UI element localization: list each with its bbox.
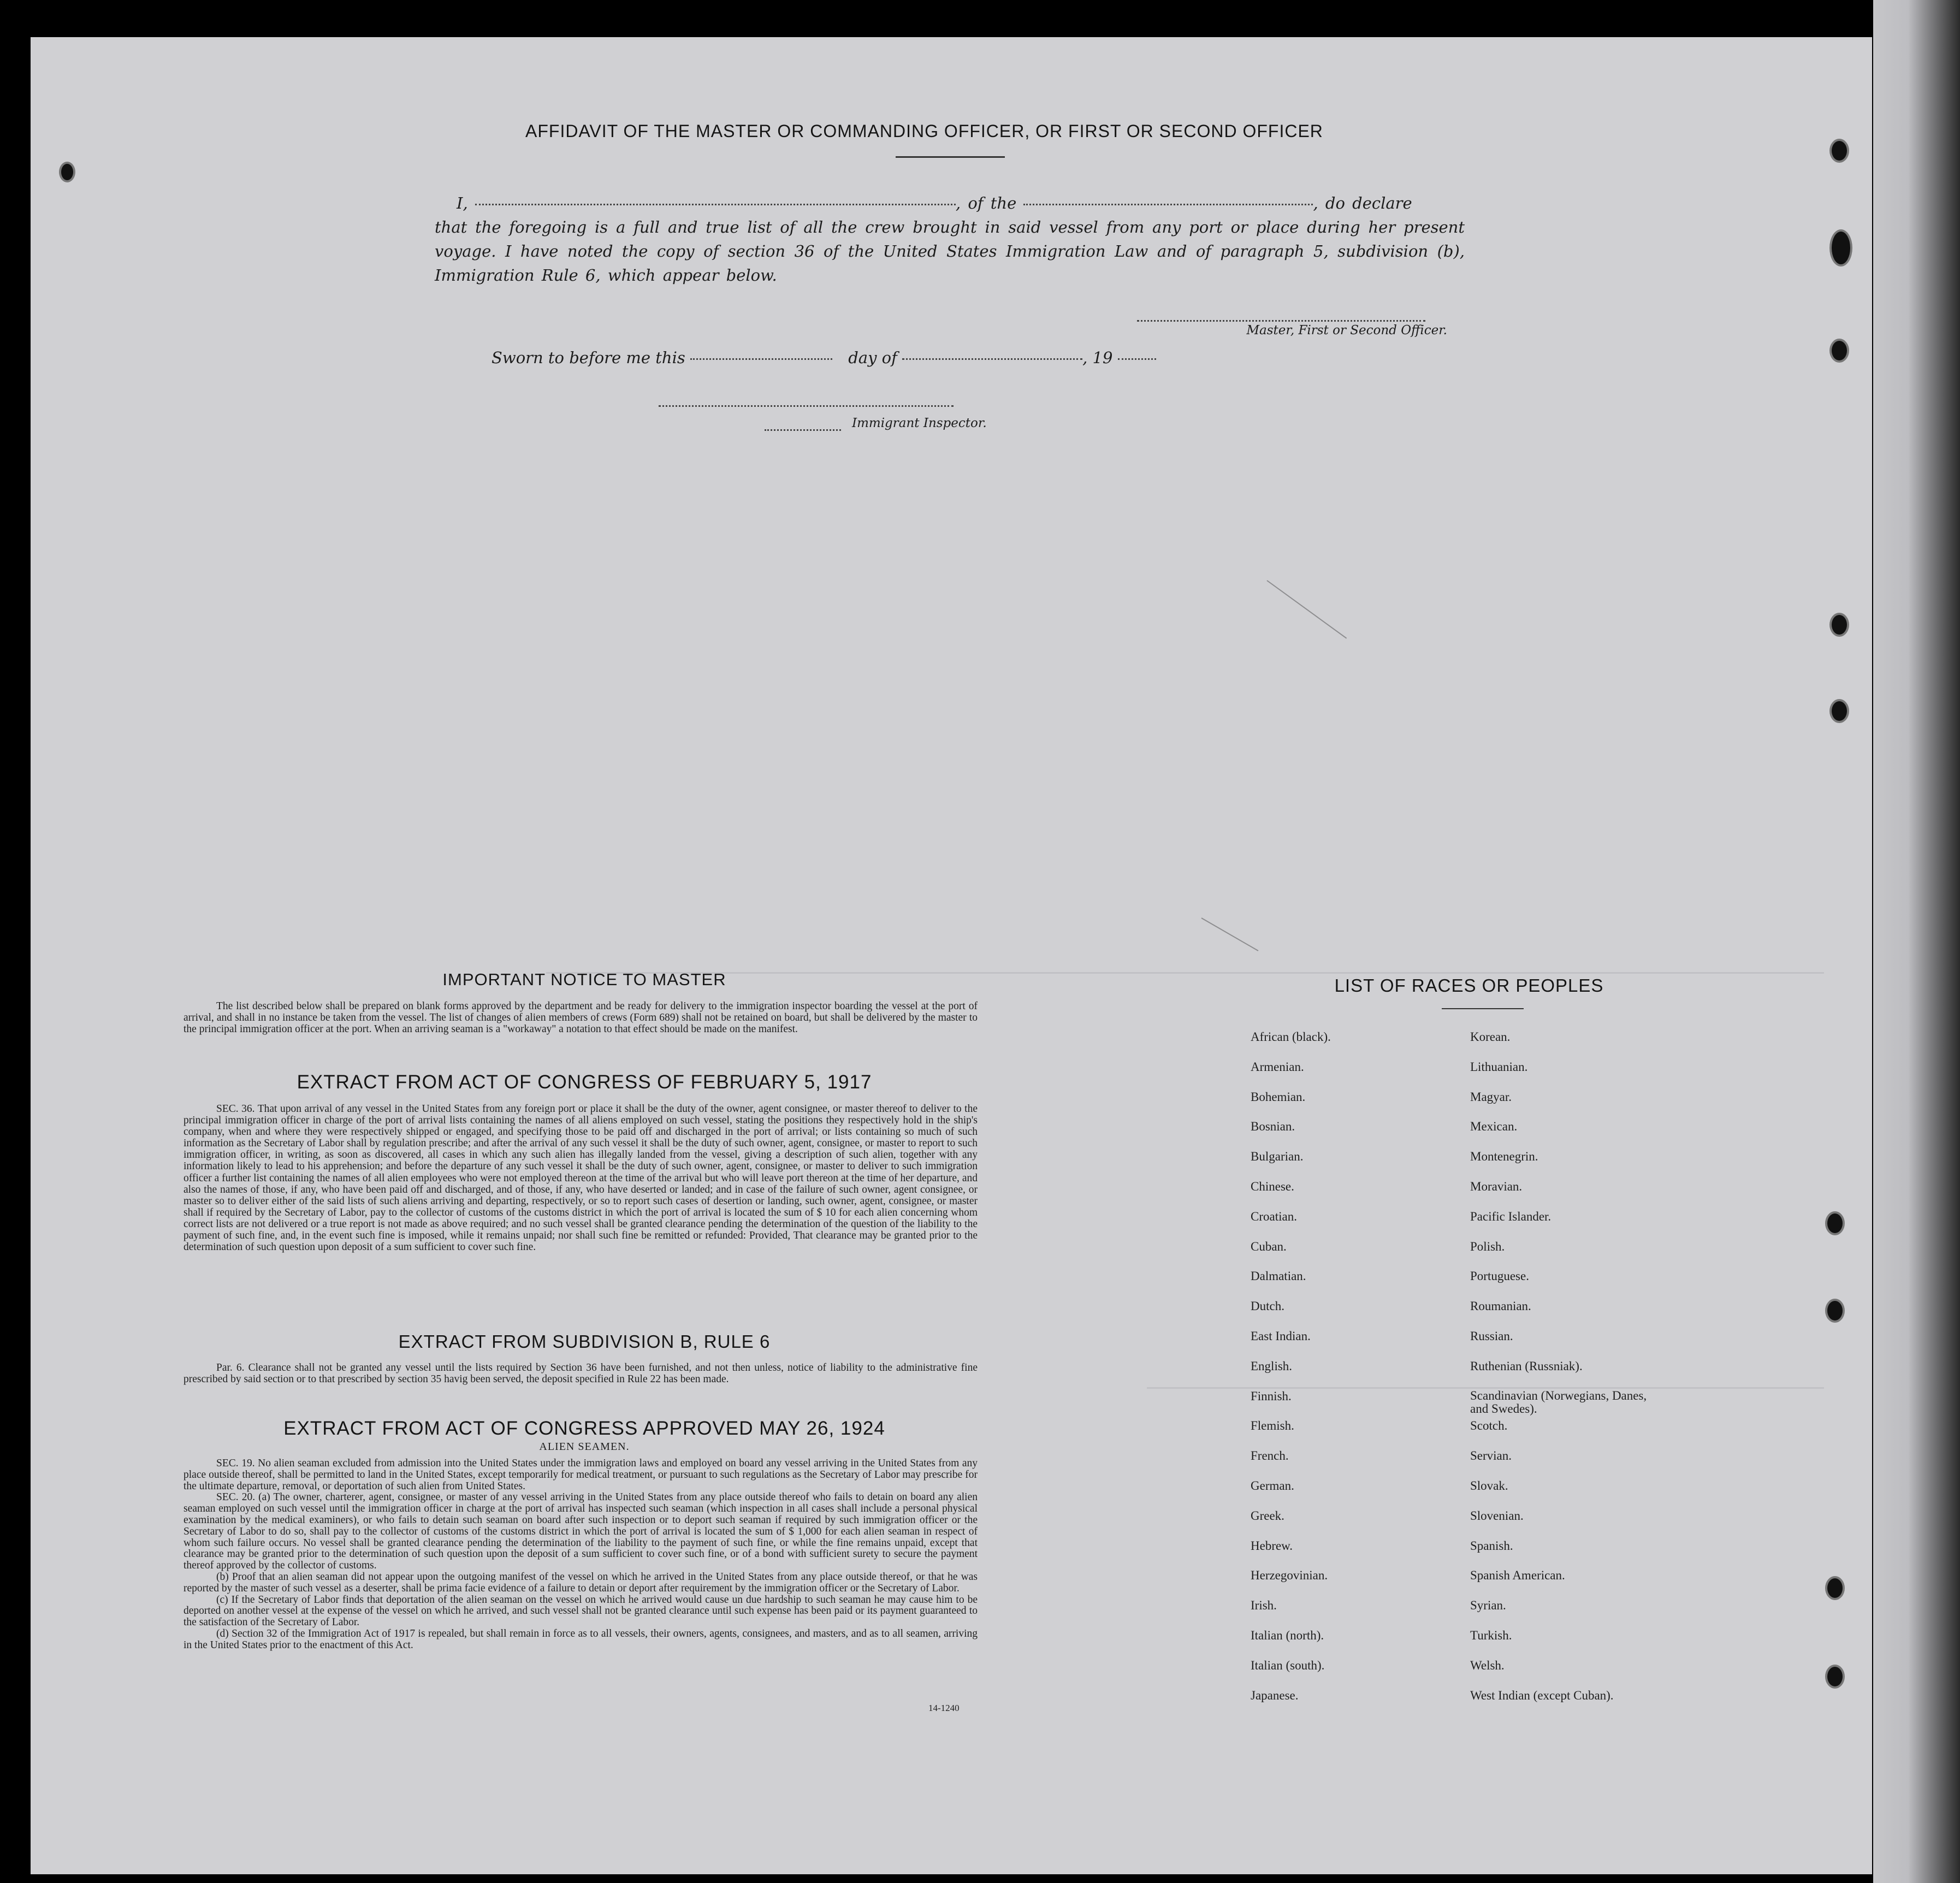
races-title-underline	[1442, 1008, 1524, 1009]
of-the-label: , of the	[955, 194, 1017, 212]
i-label: I,	[457, 194, 468, 212]
race-entry: West Indian (except Cuban).	[1470, 1688, 1614, 1702]
sworn-line	[492, 348, 1156, 367]
race-entry: Dalmatian.	[1251, 1269, 1306, 1283]
race-entry: Scandinavian (Norwegians, Danes, and Swedes).	[1470, 1388, 1647, 1416]
binder-hole	[1825, 1576, 1845, 1600]
binder-hole	[1825, 1299, 1845, 1323]
title-underline	[896, 156, 1005, 158]
race-entry: Bohemian.	[1251, 1089, 1306, 1104]
form-number: 14-1240	[928, 1703, 960, 1713]
race-entry: Hebrew.	[1251, 1538, 1293, 1553]
race-entry: Polish.	[1470, 1239, 1505, 1253]
race-entry: African (black).	[1251, 1030, 1331, 1044]
section-paragraph: (b) Proof that an alien seaman did not appear upon the outgoing manifest of the vessel on which he arrived in the United States from any place outside thereof, or that he was reported by the master of such vessel as a deserter, shall be prima facie evidence of a failure to detain or deport after requirement by the immigration officer or the Secretary of Labor.	[183, 1571, 978, 1594]
race-entry: Spanish American.	[1470, 1568, 1565, 1583]
affidavit-title: AFFIDAVIT OF THE MASTER OR COMMANDING OFFICER, OR FIRST OR SECOND OFFICER	[525, 121, 1323, 141]
section-paragraph: (c) If the Secretary of Labor finds that deportation of the alien seaman on the vessel on which he arrived would cause un due hardship to such seaman he may cause him to be deported on another vessel at the expense of the vessel on which he arrived, and such vessel shall not be granted clearance until such expense has been paid or its payment guaranteed to the satisfaction of the Secretary of Labor.	[183, 1594, 978, 1629]
race-entry: Mexican.	[1470, 1120, 1518, 1134]
binder-hole	[59, 162, 75, 182]
race-entry: Portuguese.	[1470, 1269, 1529, 1283]
extract-rule6-body: Par. 6. Clearance shall not be granted any vessel until the lists required by Section 36 have been furnished, and not then unless, notice of liability to the administrative fine prescribed by said section or to that prescribed by section 35 havig been served, the deposit specified in Rule 22 has been made.	[183, 1362, 978, 1385]
do-declare-label: , do declare	[1313, 194, 1412, 212]
race-entry: Montenegrin.	[1470, 1150, 1538, 1164]
affidavit-declaration	[435, 191, 1465, 287]
declaration-body: that the foregoing is a full and true list of all the crew brought in said vessel from any port or place during her present voyage. I have noted the copy of section 36 of the United States Immigration Law and of paragraph 5, subdivision (b), Immigration Rule 6, which appear below.	[435, 218, 1465, 285]
sworn-day-field	[690, 358, 832, 360]
races-title: LIST OF RACES OR PEOPLES	[1334, 975, 1604, 996]
section-paragraph: SEC. 20. (a) The owner, charterer, agent, consignee, or master of any vessel arriving in the United States from any place outside thereof who fails to detain on board any alien seaman employed on such vessel until the immigration officer in charge at the port of arrival has inspected such seaman (which inspection in all cases shall include a personal physical examination by the medical examiners), or who fails to detain such seaman on board after such inspection or to deport such seaman if required by such immigration officer or the Secretary of Labor to do so, shall pay to the collector of customs of the customs district in which the port of arrival is located the sum of $ 1,000 for each alien seaman in respect of whom such failure occurs. No vessel shall be granted clearance pending the determination of the liability to the payment of such fine, or while the fine remains unpaid, except that clearance may be granted prior to the determination of such question upon the deposit of a sum sufficient to cover such fine, or of a bond with sufficient surety to secure the payment thereof approved by the collector of customs.	[183, 1491, 978, 1572]
binder-hole	[1829, 699, 1849, 723]
notice-title: IMPORTANT NOTICE TO MASTER	[442, 970, 726, 989]
race-entry: English.	[1251, 1359, 1293, 1373]
race-entry: Croatian.	[1251, 1209, 1297, 1223]
race-entry: Pacific Islander.	[1470, 1209, 1552, 1223]
race-entry: Turkish.	[1470, 1629, 1512, 1642]
race-entry: Bulgarian.	[1251, 1150, 1304, 1164]
binder-hole	[1825, 1211, 1845, 1235]
race-entry: Bosnian.	[1251, 1120, 1295, 1134]
race-entry: Magyar.	[1470, 1089, 1512, 1104]
extract-1924-title: EXTRACT FROM ACT OF CONGRESS APPROVED MAY 26, 1924	[283, 1418, 885, 1439]
page-edge	[1873, 0, 1960, 1883]
race-entry: Irish.	[1251, 1598, 1277, 1613]
extract-1924-subtitle: ALIEN SEAMEN.	[539, 1441, 630, 1453]
vessel-field-line	[1023, 204, 1313, 205]
race-entry: Russian.	[1470, 1329, 1513, 1343]
race-entry: Dutch.	[1251, 1299, 1284, 1313]
race-entry: French.	[1251, 1449, 1289, 1463]
race-entry: Servian.	[1470, 1449, 1512, 1463]
inspector-label: Immigrant Inspector.	[852, 416, 987, 430]
sworn-month-field	[902, 358, 1082, 360]
extract-rule6-title: EXTRACT FROM SUBDIVISION B, RULE 6	[398, 1331, 771, 1352]
race-entry: Ruthenian (Russniak).	[1470, 1359, 1583, 1373]
race-entry: Welsh.	[1470, 1658, 1505, 1672]
extract-1917-body: SEC. 36. That upon arrival of any vessel in the United States from any foreign port or place it shall be the duty of the owner, agent consignee, or master thereof to deliver to the principal immigration officer in charge of the port of arrival lists containing the names of all aliens employed on such vessel, stating the positions they respectively hold in the ship's company, when and where they were respectively shipped or engaged, and specifying those to be paid off and discharged in the port of arrival; or lists containing so much of such information as the Secretary of Labor shall by regulation prescribe; and after the arrival of any such vessel it shall be the duty of such owner, agent, consignee, or master to report to such immigration officer, in writing, as soon as discovered, all cases in which any such alien has illegally landed from the vessel, giving a description of such alien, together with any information likely to lead to his apprehension; and before the departure of any such vessel it shall be the duty of such owner, agent, consignee, or master to deliver to such immigration officer a further list containing the names of all alien employees who were not employed thereon at the time of the arrival but who will leave port thereon at the time of her departure, and also the names of those, if any, who have been paid off and discharged, and of those, if any, who have deserted or landed; and in case of the failure of such owner, agent consignee, or master so to deliver either of the said lists of such aliens arriving and departing, respectively, or so to report such cases of desertion or landing, such owner, agent, consignee, or master shall if required by the Secretary of Labor, pay to the collector of customs of the customs district in which the port of arrival is located the sum of $ 10 for each alien concerning whom correct lists are not delivered or a true report is not made as above required; and no such vessel shall be granted clearance pending the determination of the question of the liability to the payment of such fine, and, in the event such fine is imposed, while it remains unpaid; nor shall such fine be remitted or refunded: Provided, That clearance may be granted prior to the determination of such question upon deposit of a sum sufficient to cover such fine.	[183, 1103, 978, 1253]
day-of-label: day of	[848, 348, 897, 367]
race-entry: Italian (north).	[1251, 1629, 1324, 1642]
extract-1917-title: EXTRACT FROM ACT OF CONGRESS OF FEBRUARY 5, 1917	[297, 1071, 872, 1093]
year-prefix: , 19	[1082, 348, 1113, 367]
race-entry: Cuban.	[1251, 1239, 1287, 1253]
race-entry: Roumanian.	[1470, 1299, 1531, 1313]
sworn-prefix: Sworn to before me this	[492, 348, 685, 367]
race-entry: Spanish.	[1470, 1538, 1513, 1553]
inspector-signature-line	[659, 405, 954, 407]
race-entry: Chinese.	[1251, 1180, 1294, 1193]
race-entry: Herzegovinian.	[1251, 1568, 1328, 1583]
name-field-line	[475, 204, 956, 205]
race-entry: Italian (south).	[1251, 1658, 1325, 1672]
race-entry: Syrian.	[1470, 1598, 1506, 1613]
section-paragraph: SEC. 19. No alien seaman excluded from admission into the United States under the immigration laws and employed on board any vessel arriving in the United States from any place outside thereof, shall be permitted to land in the United States, except temporarily for medical treatment, or pursuant to such regulations as the Secretary of Labor may prescribe for the ultimate departure, removal, or deportation of such alien from United States.	[183, 1458, 978, 1492]
binder-hole	[1829, 229, 1852, 267]
binder-hole	[1829, 339, 1849, 363]
race-entry: Flemish.	[1251, 1419, 1294, 1433]
sworn-year-field	[1118, 358, 1156, 360]
race-entry: Slovak.	[1470, 1479, 1508, 1493]
race-entry: Armenian.	[1251, 1059, 1304, 1074]
race-entry: Greek.	[1251, 1508, 1284, 1523]
extract-1924-body	[183, 1458, 978, 1651]
race-entry: East Indian.	[1251, 1329, 1311, 1343]
race-entry: Slovenian.	[1470, 1508, 1524, 1523]
race-entry: Lithuanian.	[1470, 1059, 1528, 1074]
binder-hole	[1829, 139, 1849, 163]
inspector-dots	[765, 429, 841, 431]
race-entry: Japanese.	[1251, 1688, 1299, 1702]
master-signature-line	[1137, 320, 1425, 322]
race-entry: Moravian.	[1470, 1180, 1523, 1193]
notice-body: The list described below shall be prepared on blank forms approved by the department and be ready for delivery to the immigration inspector boarding the vessel at the port of arrival, and shall in no instance be taken from the vessel. The list of changes of alien members of crews (Form 689) shall not be retained on board, but shall be delivered by the master to the principal immigration officer at the port. When an arriving seaman is a "workaway" a notation to that effect should be made on the manifest.	[183, 1000, 978, 1035]
section-paragraph: (d) Section 32 of the Immigration Act of 1917 is repealed, but shall remain in force as to all vessels, their owners, agents, consignees, and masters, and as to all seamen, arriving in the United States prior to the enactment of this Act.	[183, 1627, 978, 1651]
race-entry: Scotch.	[1470, 1419, 1508, 1433]
race-entry: Korean.	[1470, 1030, 1511, 1044]
binder-hole	[1829, 613, 1849, 637]
master-signature-label: Master, First or Second Officer.	[1246, 323, 1447, 337]
race-entry: Finnish.	[1251, 1389, 1292, 1403]
race-entry: German.	[1251, 1479, 1294, 1493]
binder-hole	[1825, 1665, 1845, 1689]
